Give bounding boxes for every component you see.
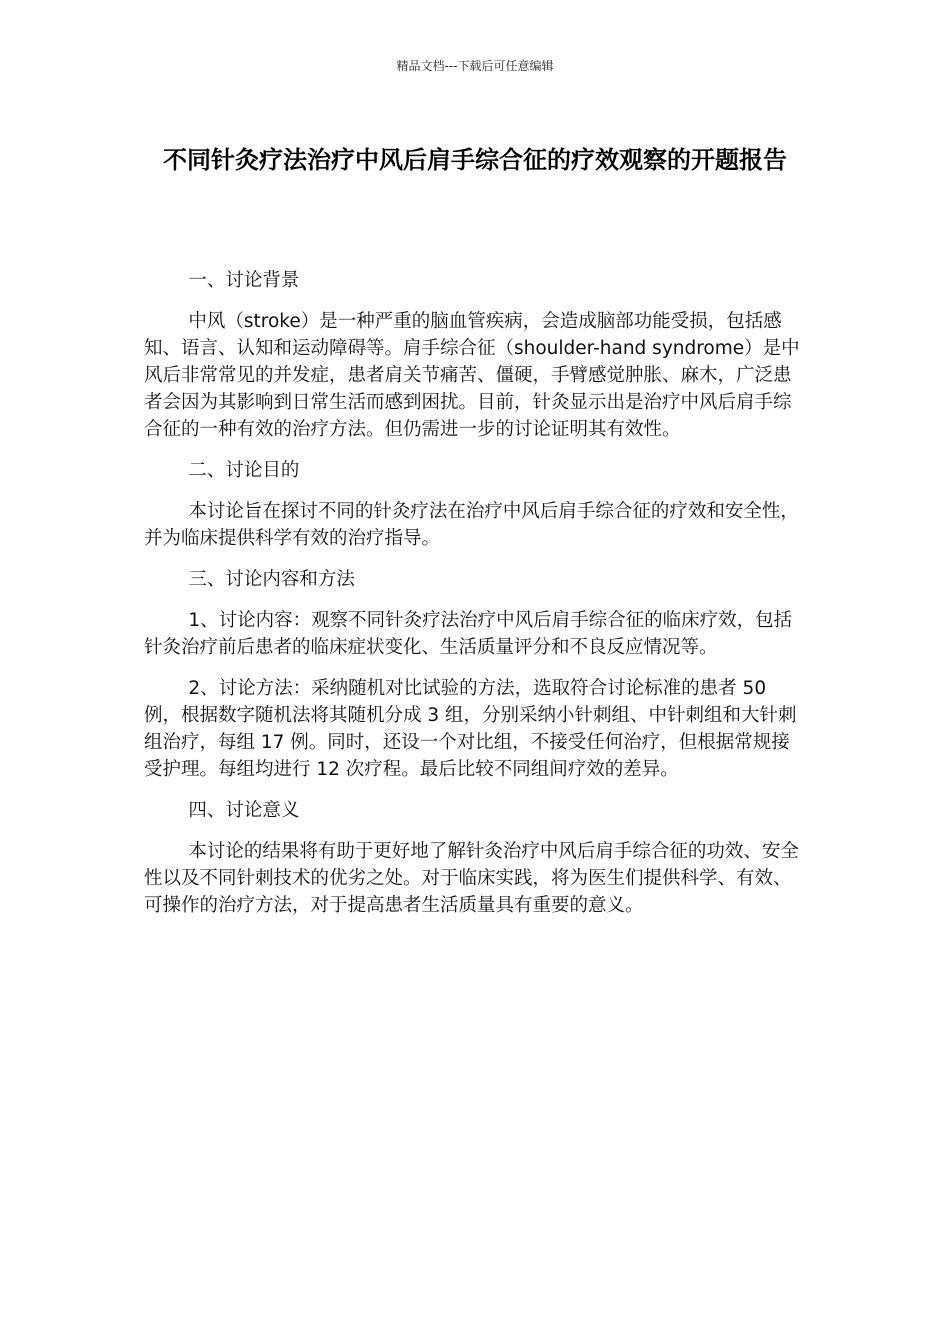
section-paragraph: 中风（stroke）是一种严重的脑血管疾病，会造成脑部功能受损，包括感知、语言、认知和运动障碍等。肩手综合征（shoulder-hand syndrome）是中风后非常常见的并发症，患者肩关节痛苦、僵硬，手臂感觉肿胀、麻木，广泛患者会因为其影响到日常生活而感到困扰。目前，针灸显示出是治疗中风后肩手综合征的一种有效的治疗方法。但仍需进一步的讨论证明其有效性。 [144,311,800,440]
section-paragraph: 1、讨论内容：观察不同针灸疗法治疗中风后肩手综合征的临床疗效，包括针灸治疗前后患者的临床症状变化、生活质量评分和不良反应情况等。 [144,610,793,658]
document-title: 不同针灸疗法治疗中风后肩手综合征的疗效观察的开题报告 [163,146,787,174]
section-heading: 一、讨论背景 [188,270,300,291]
section-heading: 三、讨论内容和方法 [188,569,355,590]
section-purpose [144,457,808,552]
section-paragraph: 2、讨论方法：采纳随机对比试验的方法，选取符合讨论标准的患者 50 例，根据数字随机法将其随机分成 3 组，分别采纳小针刺组、中针刺组和大针刺组治疗，每组 17 例。同时，还设一个对比组，不接受任何治疗，但根据常规接受护理。每组均进行 12 次疗程。最后比较不同组间疗效的差异。 [144,678,797,780]
document-body [144,267,808,933]
section-paragraph: 本讨论旨在探讨不同的针灸疗法在治疗中风后肩手综合征的疗效和安全性，并为临床提供科学有效的治疗指导。 [144,501,799,549]
section-significance [144,797,808,919]
section-heading: 二、讨论目的 [188,460,300,481]
page-header: 精品文档---下载后可任意编辑 [396,59,554,73]
section-paragraph: 本讨论的结果将有助于更好地了解针灸治疗中风后肩手综合征的功效、安全性以及不同针刺技术的优劣之处。对于临床实践，将为医生们提供科学、有效、可操作的治疗方法，对于提高患者生活质量具有重要的意义。 [144,841,799,916]
section-background [144,267,808,443]
section-content-methods [144,566,808,783]
section-heading: 四、讨论意义 [188,800,300,821]
